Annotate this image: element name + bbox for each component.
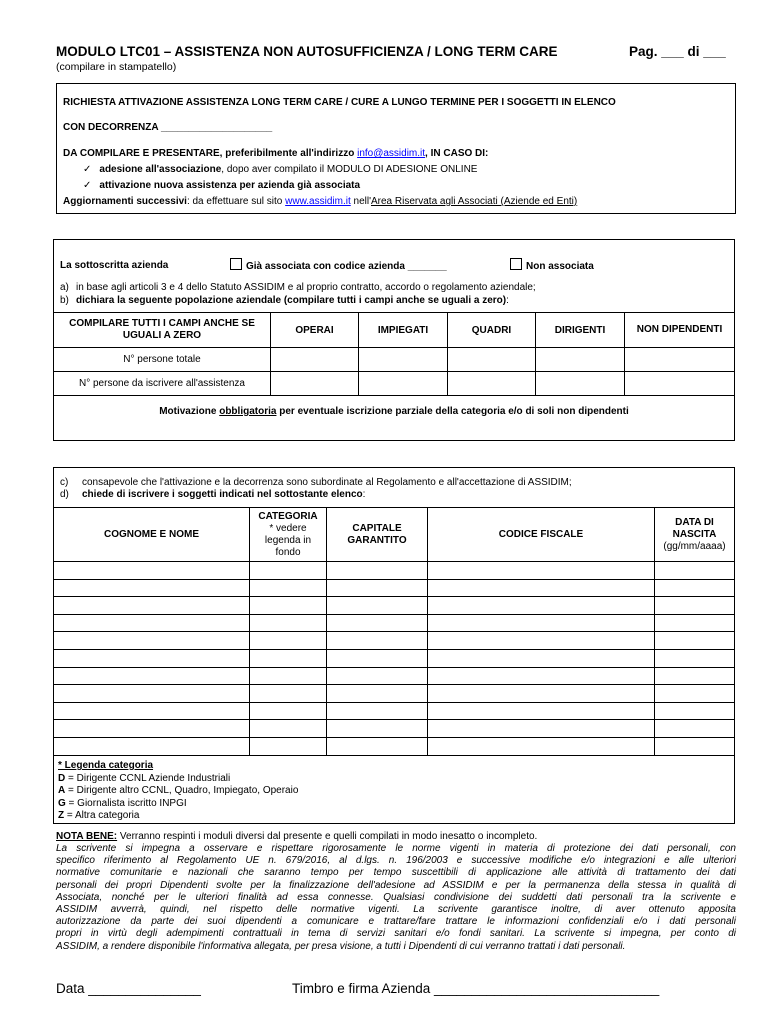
input-cell[interactable]: [655, 667, 735, 685]
privacy-line: specifico riferimento al Regolamento UE n. 679/2016, al d.lgs. n. 196/2003 e successive modifiche e/o integrazioni e alle ulteriori: [56, 855, 736, 867]
company-stamp-signature[interactable]: Timbro e firma Azienda ______________________________: [292, 981, 660, 996]
population-header: COMPILARE TUTTI I CAMPI ANCHE SE UGUALI A ZERO: [54, 313, 271, 348]
input-cell[interactable]: [655, 597, 735, 615]
input-cell[interactable]: [359, 348, 448, 372]
input-cell[interactable]: [428, 737, 655, 755]
privacy-line: ASSIDIM avverrà, quindi, nel rispetto delle normative vigenti. La scrivente garantisce inoltre, di aver ottenuto apposita: [56, 904, 736, 916]
input-cell[interactable]: [428, 685, 655, 703]
input-cell[interactable]: [327, 597, 428, 615]
enrollment-row: [54, 737, 735, 755]
input-cell[interactable]: [327, 720, 428, 738]
input-cell[interactable]: [54, 579, 250, 597]
input-cell[interactable]: [54, 562, 250, 580]
input-cell[interactable]: [359, 372, 448, 396]
input-cell[interactable]: [54, 685, 250, 703]
input-cell[interactable]: [428, 702, 655, 720]
row-label: N° persone da iscrivere all'assistenza: [54, 372, 271, 396]
privacy-line: La scrivente si impegna a osservare e rispettare rigorosamente le norme vigenti in materia di protezione dei dati personali, con: [56, 843, 736, 854]
compile-instructions: DA COMPILARE E PRESENTARE, preferibilmente all'indirizzo info@assidim.it, IN CASO DI:: [63, 148, 489, 159]
input-cell[interactable]: [327, 702, 428, 720]
input-cell[interactable]: [54, 632, 250, 650]
population-row-enroll: [54, 372, 735, 396]
privacy-line: propri in virtù degli adempimenti contrattuali in tema di servizi sanitari e/o fondi sanitari. La scrivente si impegna, per conto di: [56, 928, 736, 940]
input-cell[interactable]: [54, 702, 250, 720]
input-cell[interactable]: [428, 597, 655, 615]
input-cell[interactable]: [250, 685, 327, 703]
check-item-attivazione: ✓ attivazione nuova assistenza per azienda già associata: [83, 180, 361, 191]
updates-text: Aggiornamenti successivi: da effettuare sul sito www.assidim.it nell'Area Riservata agli Associati (Aziende ed Enti): [63, 196, 578, 207]
input-cell[interactable]: [655, 614, 735, 632]
enrollment-row: [54, 614, 735, 632]
input-cell[interactable]: [271, 348, 359, 372]
input-cell[interactable]: [54, 667, 250, 685]
email-link[interactable]: info@assidim.it: [357, 148, 426, 159]
input-cell[interactable]: [655, 649, 735, 667]
legend-item: A = Dirigente altro CCNL, Quadro, Impiegato, Operaio: [58, 785, 299, 796]
population-header: IMPIEGATI: [359, 313, 448, 348]
population-header: QUADRI: [448, 313, 536, 348]
input-cell[interactable]: [655, 632, 735, 650]
input-cell[interactable]: [625, 372, 735, 396]
input-cell[interactable]: [428, 562, 655, 580]
clause-d: d) chiede di iscrivere i soggetti indicati nel sottostante elenco:: [60, 489, 366, 500]
privacy-line: autorizzazione da parte dei suoi dipendenti a comunicare e trattare/fare trattare le informazioni confidenziali e/o i dati personali: [56, 916, 736, 928]
population-header-row: [54, 313, 735, 348]
input-cell[interactable]: [327, 632, 428, 650]
input-cell[interactable]: [428, 579, 655, 597]
population-header: NON DIPENDENTI: [625, 313, 735, 348]
enrollment-row: [54, 597, 735, 615]
privacy-line: ASSIDIM, a rendere disponibile l'informativa allegata, per presa visione, a tutti i Dipendenti di cui verranno trattati i dati personali.: [56, 940, 626, 952]
input-cell[interactable]: [54, 597, 250, 615]
population-header: OPERAI: [271, 313, 359, 348]
not-associated-option[interactable]: Non associata: [510, 258, 594, 273]
input-cell[interactable]: [327, 667, 428, 685]
population-header: DIRIGENTI: [536, 313, 625, 348]
checkmark-icon: ✓: [83, 164, 92, 175]
input-cell[interactable]: [655, 562, 735, 580]
row-label: N° persone totale: [54, 348, 271, 372]
input-cell[interactable]: [655, 720, 735, 738]
input-cell[interactable]: [655, 737, 735, 755]
enrollment-row: [54, 649, 735, 667]
input-cell[interactable]: [625, 348, 735, 372]
population-row-total: [54, 348, 735, 372]
input-cell[interactable]: [54, 720, 250, 738]
input-cell[interactable]: [250, 597, 327, 615]
input-cell[interactable]: [655, 702, 735, 720]
enrollment-box: [53, 467, 735, 824]
input-cell[interactable]: [327, 737, 428, 755]
header-name: COGNOME E NOME: [54, 508, 250, 562]
checkmark-icon: ✓: [83, 180, 92, 191]
input-cell[interactable]: [536, 372, 625, 396]
input-cell[interactable]: [250, 667, 327, 685]
input-cell[interactable]: [327, 685, 428, 703]
check-item-adesione: ✓ adesione all'associazione, dopo aver compilato il MODULO DI ADESIONE ONLINE: [83, 164, 478, 175]
input-cell[interactable]: [250, 562, 327, 580]
input-cell[interactable]: [428, 667, 655, 685]
enrollment-row: [54, 702, 735, 720]
input-cell[interactable]: [655, 685, 735, 703]
form-title: MODULO LTC01 – ASSISTENZA NON AUTOSUFFICIENZA / LONG TERM CARE: [56, 44, 558, 59]
legend-item: Z = Altra categoria: [58, 810, 140, 821]
privacy-line: personali dei propri Dipendenti svolte per la finalizzazione dell'adesione ad ASSIDIM e per la permanenza della stessa in qualità di: [56, 879, 736, 891]
enrollment-header-row: [54, 508, 735, 562]
clause-b: b) dichiara la seguente popolazione aziendale (compilare tutti i campi anche se uguali a zero):: [60, 295, 509, 306]
input-cell[interactable]: [250, 649, 327, 667]
request-text: RICHIESTA ATTIVAZIONE ASSISTENZA LONG TERM CARE / CURE A LUNGO TERMINE PER I SOGGETTI IN ELENCO: [63, 97, 616, 108]
input-cell[interactable]: [327, 579, 428, 597]
input-cell[interactable]: [54, 614, 250, 632]
header-capital: CAPITALE GARANTITO: [327, 508, 428, 562]
category-legend: [58, 760, 298, 823]
input-cell[interactable]: [54, 737, 250, 755]
nota-bene: NOTA BENE: Verranno respinti i moduli diversi dal presente e quelli compilati in modo inesatto o incompleto.: [56, 831, 538, 842]
header-birth-date: DATA DI NASCITA (gg/mm/aaaa): [655, 508, 735, 562]
activation-request-box: [56, 83, 736, 214]
privacy-statement: [56, 843, 736, 953]
clause-a: a) in base agli articoli 3 e 4 dello Statuto ASSIDIM e al proprio contratto, accordo o regolamento aziendale;: [60, 282, 536, 293]
enrollment-row: [54, 579, 735, 597]
associated-checkbox[interactable]: [230, 258, 242, 270]
legend-item: G = Giornalista iscritto INPGI: [58, 797, 187, 809]
enrollment-row: [54, 632, 735, 650]
input-cell[interactable]: [327, 649, 428, 667]
input-cell[interactable]: [655, 579, 735, 597]
input-cell[interactable]: [327, 614, 428, 632]
input-cell[interactable]: [428, 720, 655, 738]
input-cell[interactable]: [428, 649, 655, 667]
privacy-line: Associata, nonché per le ulteriori finalità ad essa connesse. Qualsiasi condivisione dei suddetti dati personali tra la scrivente e: [56, 891, 736, 903]
enrollment-row: [54, 562, 735, 580]
input-cell[interactable]: [327, 562, 428, 580]
website-link[interactable]: www.assidim.it: [285, 196, 351, 207]
enrollment-table: [53, 507, 735, 756]
date-field[interactable]: Data _______________: [56, 981, 201, 996]
reserved-area-link[interactable]: Area Riservata agli Associati (Aziende ed Enti): [371, 196, 578, 207]
enrollment-row: [54, 685, 735, 703]
input-cell[interactable]: [250, 632, 327, 650]
header-fiscal-code: CODICE FISCALE: [428, 508, 655, 562]
motivation-label: Motivazione obbligatoria per eventuale iscrizione parziale della categoria e/o di soli non dipendenti: [159, 406, 629, 417]
input-cell[interactable]: [428, 632, 655, 650]
not-associated-checkbox[interactable]: [510, 258, 522, 270]
input-cell[interactable]: [250, 702, 327, 720]
associated-option[interactable]: Già associata con codice azienda _______: [230, 258, 447, 273]
clause-c: c) consapevole che l'attivazione e la decorrenza sono subordinate al Regolamento e all'accettazione di ASSIDIM;: [60, 477, 572, 488]
page-number: Pag. ___ di ___: [629, 44, 726, 59]
form-subtitle: (compilare in stampatello): [56, 61, 177, 73]
enrollment-row: [54, 667, 735, 685]
input-cell[interactable]: [250, 737, 327, 755]
legend-title: * Legenda categoria: [58, 760, 154, 771]
company-label: La sottoscritta azienda: [60, 260, 169, 271]
input-cell[interactable]: [54, 649, 250, 667]
population-table: [53, 312, 735, 396]
company-population-box: [53, 239, 735, 441]
legend-item: D = Dirigente CCNL Aziende Industriali: [58, 772, 231, 784]
header-category: CATEGORIA * vedere legenda in fondo: [250, 508, 327, 562]
input-cell[interactable]: [250, 579, 327, 597]
input-cell[interactable]: [271, 372, 359, 396]
input-cell[interactable]: [448, 372, 536, 396]
enrollment-row: [54, 720, 735, 738]
input-cell[interactable]: [250, 614, 327, 632]
decorrenza-field[interactable]: CON DECORRENZA ____________________: [63, 122, 273, 133]
input-cell[interactable]: [428, 614, 655, 632]
input-cell[interactable]: [536, 348, 625, 372]
input-cell[interactable]: [448, 348, 536, 372]
privacy-line: normative comunitarie e nazionali che saranno tempo per tempo suscettibili di applicazione alle attività di trattamento dei dati: [56, 867, 736, 879]
input-cell[interactable]: [250, 720, 327, 738]
